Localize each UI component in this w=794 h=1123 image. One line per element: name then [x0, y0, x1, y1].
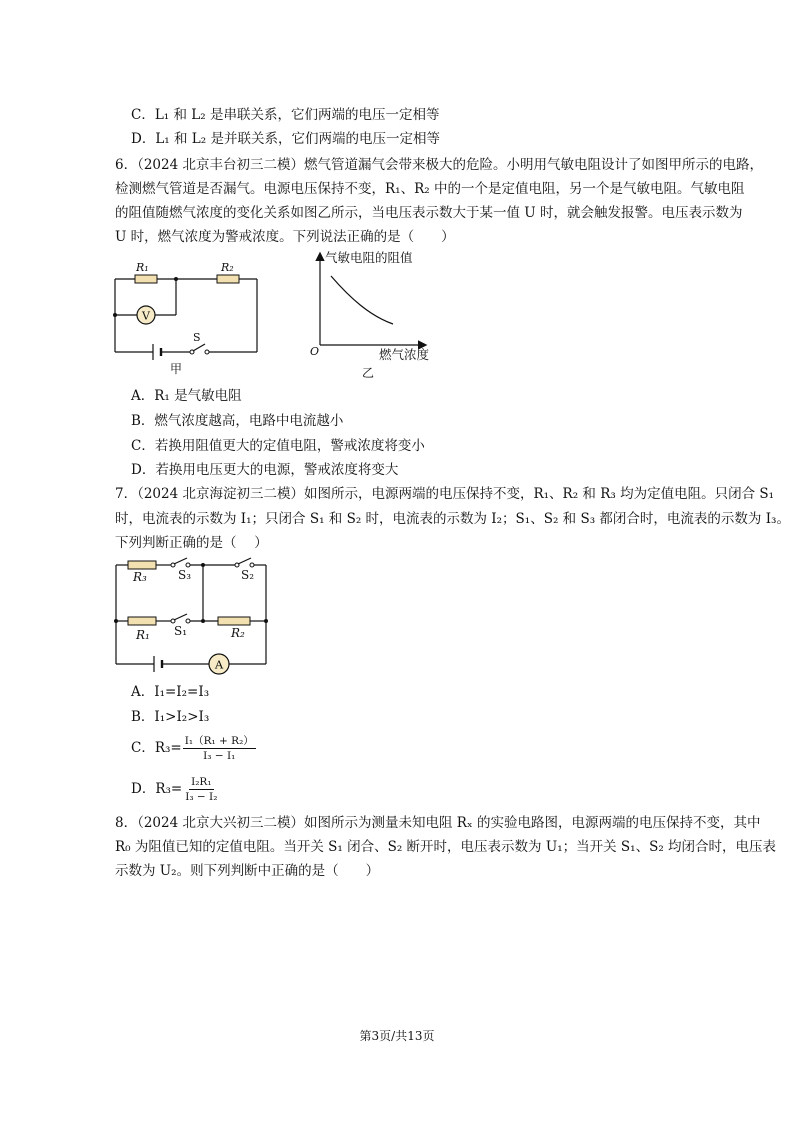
r1-label: R₁ [136, 628, 150, 642]
r2-label: R₂ [221, 261, 234, 274]
graph-y-label: 气敏电阻的阻值 [325, 250, 413, 265]
q6-stem-line4: U 时，燃气浓度为警戒浓度。下列说法正确的是（ ） [115, 229, 455, 245]
q6-resistance-graph [305, 248, 445, 383]
r3-label: R₃ [133, 570, 147, 584]
q5-option-c: C．L₁ 和 L₂ 是串联关系，它们两端的电压一定相等 [131, 107, 440, 123]
switch-blade [193, 344, 205, 351]
q7-option-c [131, 732, 256, 764]
resistor-r2 [218, 617, 250, 625]
r1-label: R₁ [136, 261, 149, 274]
graph-origin-label: O [310, 345, 320, 358]
switch-s1-blade [174, 614, 187, 620]
q5-option-d: D．L₁ 和 L₂ 是并联关系，它们两端的电压一定相等 [131, 131, 440, 147]
junction-dot [113, 313, 117, 317]
q8-stem-line1: 8．（2024 北京大兴初三二模）如图所示为测量未知电阻 Rₓ 的实验电路图，电源两端的电压保持不变，其中 [115, 815, 761, 831]
junction-dot [114, 619, 118, 623]
resistor-r2 [217, 275, 239, 283]
junction-dot [174, 277, 178, 281]
switch-label: S [193, 331, 201, 344]
q8-stem-line3: 示数为 U₂。则下列判断中正确的是（ ） [115, 863, 380, 879]
q7-stem-line3: 下列判断正确的是（ ） [115, 535, 268, 551]
switch-s3-blade [174, 558, 187, 564]
q7-option-d-denominator: I₃ − I₂ [185, 791, 218, 803]
q6-circuit-figure [105, 255, 275, 380]
q7-option-c-denominator: I₃ − I₁ [203, 750, 236, 762]
q7-option-d-fraction [183, 776, 219, 803]
ammeter-label: A [214, 657, 224, 672]
q7-option-a: A．I₁=I₂=I₃ [131, 684, 210, 700]
switch-s1-contact [186, 619, 190, 623]
s3-label: S₃ [178, 568, 192, 582]
q7-option-d-prefix: D．R₃= [131, 781, 183, 797]
q6-stem-line2: 检测燃气管道是否漏气。电源电压保持不变，R₁、R₂ 中的一个是定值电阻，另一个是气敏电阻。气敏电阻 [115, 181, 745, 197]
switch-s2-blade [238, 558, 251, 564]
q6-option-b: B．燃气浓度越高，电路中电流越小 [131, 413, 344, 429]
s2-label: S₂ [241, 568, 255, 582]
caption-yi: 乙 [361, 366, 375, 380]
s1-label: S₁ [174, 624, 188, 638]
r2-label: R₂ [231, 626, 245, 640]
switch-s3-contact [186, 563, 190, 567]
voltmeter-label: V [142, 309, 150, 323]
resistor-r1 [128, 617, 156, 625]
q6-option-a: A．R₁ 是气敏电阻 [131, 388, 242, 404]
graph-curve [331, 276, 393, 324]
switch-contact [205, 350, 209, 354]
switch-s2-contact [250, 563, 254, 567]
q7-option-b: B．I₁>I₂>I₃ [131, 709, 210, 725]
q8-stem-line2: R₀ 为阻值已知的定值电阻。当开关 S₁ 闭合、S₂ 断开时，电压表示数为 U₁；当开关 S₁、S₂ 均闭合时，电压表 [115, 839, 777, 855]
q7-stem-line2: 时，电流表的示数为 I₁；只闭合 S₁ 和 S₂ 时，电流表的示数为 I₂；S₁、S₂ 和 S₃ 都闭合时，电流表的示数为 I₃。 [115, 511, 790, 527]
caption-jia: 甲 [169, 362, 183, 376]
q6-stem-line3: 的阻值随燃气浓度的变化关系如图乙所示，当电压表示数大于某一值 U 时，就会触发报警。电压表示数为 [115, 205, 743, 221]
q7-stem-line1: 7．（2024 北京海淀初三二模）如图所示，电源两端的电压保持不变，R₁、R₂ 和 R₃ 均为定值电阻。只闭合 S₁ [115, 486, 775, 502]
q7-option-d [131, 773, 219, 805]
q7-option-c-prefix: C．R₃= [131, 740, 182, 756]
q6-option-d: D．若换用电压更大的电源，警戒浓度将变大 [131, 462, 399, 478]
graph-x-label: 燃气浓度 [379, 347, 430, 362]
junction-dot [264, 619, 268, 623]
q7-option-c-numerator: I₁（R₁ + R₂） [184, 735, 254, 747]
page-number-footer: 第3页/共13页 [359, 1029, 435, 1043]
resistor-r1 [135, 275, 157, 283]
resistor-r3 [128, 561, 156, 569]
junction-dot [201, 619, 205, 623]
q7-circuit-figure [108, 555, 278, 671]
q7-option-d-numerator: I₂R₁ [191, 776, 212, 788]
junction-dot [201, 563, 205, 567]
q7-option-c-fraction [183, 735, 256, 762]
q6-option-c: C．若换用阻值更大的定值电阻，警戒浓度将变小 [131, 438, 425, 454]
q6-stem-line1: 6．（2024 北京丰台初三二模）燃气管道漏气会带来极大的危险。小明用气敏电阻设计了如图甲所示的电路， [115, 157, 763, 173]
